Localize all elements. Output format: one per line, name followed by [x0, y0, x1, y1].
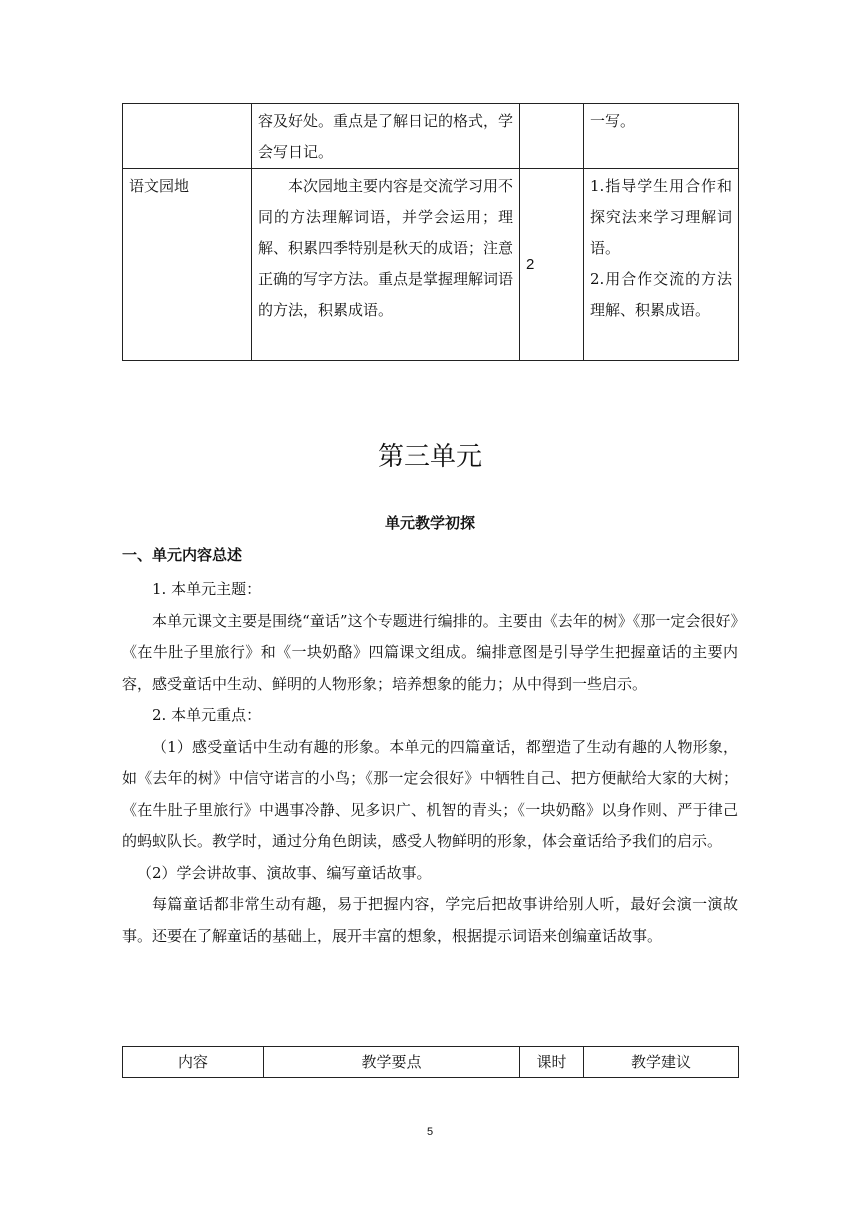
content-cell: 语文园地: [123, 169, 252, 361]
section-heading: 一、单元内容总述: [122, 546, 243, 564]
page-number: 5: [426, 1126, 434, 1138]
teaching-points-cell: 本次园地主要内容是交流学习用不同的方法理解词语，并学会运用；理解、积累四季特别是秋天的成语；注意正确的写字方法。重点是掌握理解词语的方法，积累成语。: [252, 169, 520, 361]
table-row: [123, 169, 739, 361]
focus-paragraph-2-title: （2）学会讲故事、演故事、编写童话故事。: [137, 863, 432, 882]
unit-title: 第三单元: [377, 442, 482, 472]
focus-paragraph-2: 每篇童话都非常生动有趣，易于把握内容，学完后把故事讲给别人听，最好会演一演故事。还要在了解童话的基础上，展开丰富的想象，根据提示词语来创编童话故事。: [122, 895, 738, 945]
unit-overview: [122, 574, 738, 952]
content-cell: [123, 104, 252, 169]
advice-cell: [584, 169, 739, 361]
section-subtitle: 单元教学初探: [384, 514, 475, 532]
advice-item: 1.指导学生用合作和探究法来学习理解词语。: [590, 177, 732, 257]
header-teaching-points: 教学要点: [264, 1047, 520, 1078]
theme-paragraph: 本单元课文主要是围绕“童话”这个专题进行编排的。主要由《去年的树》《那一定会很好》《在牛肚子里旅行》和《一块奶酪》四篇课文组成。编排意图是引导学生把握童话的主要内容，感受童话中生动、鲜明的人物形象；培养想象的能力；从中得到一些启示。: [122, 611, 738, 693]
lesson-plan-table-header: [122, 1046, 739, 1078]
table-header-row: [123, 1047, 739, 1078]
advice-cell: 一写。: [584, 104, 739, 169]
hours-cell: [520, 104, 584, 169]
header-content: 内容: [123, 1047, 264, 1078]
advice-item: 2.用合作交流的方法理解、积累成语。: [590, 270, 732, 319]
theme-label: 1. 本单元主题：: [152, 580, 262, 598]
lesson-plan-table-top: [122, 103, 739, 361]
focus-paragraph-1: （1）感受童话中生动有趣的形象。本单元的四篇童话，都塑造了生动有趣的人物形象，如《去年的树》中信守诺言的小鸟；《那一定会很好》中牺牲自己、把方便献给大家的大树；《在牛肚子里旅行》中遇事冷静、见多识广、机智的青头；《一块奶酪》以身作则、严于律己的蚂蚁队长。教学时，通过分角色朗读，感受人物鲜明的形象，体会童话给予我们的启示。: [122, 737, 738, 850]
focus-label: 2. 本单元重点：: [152, 706, 262, 724]
teaching-points-cell: 容及好处。重点是了解日记的格式，学会写日记。: [252, 104, 520, 169]
hours-cell: 2: [520, 169, 584, 361]
header-advice: 教学建议: [584, 1047, 739, 1078]
header-hours: 课时: [520, 1047, 584, 1078]
table-row: [123, 104, 739, 169]
